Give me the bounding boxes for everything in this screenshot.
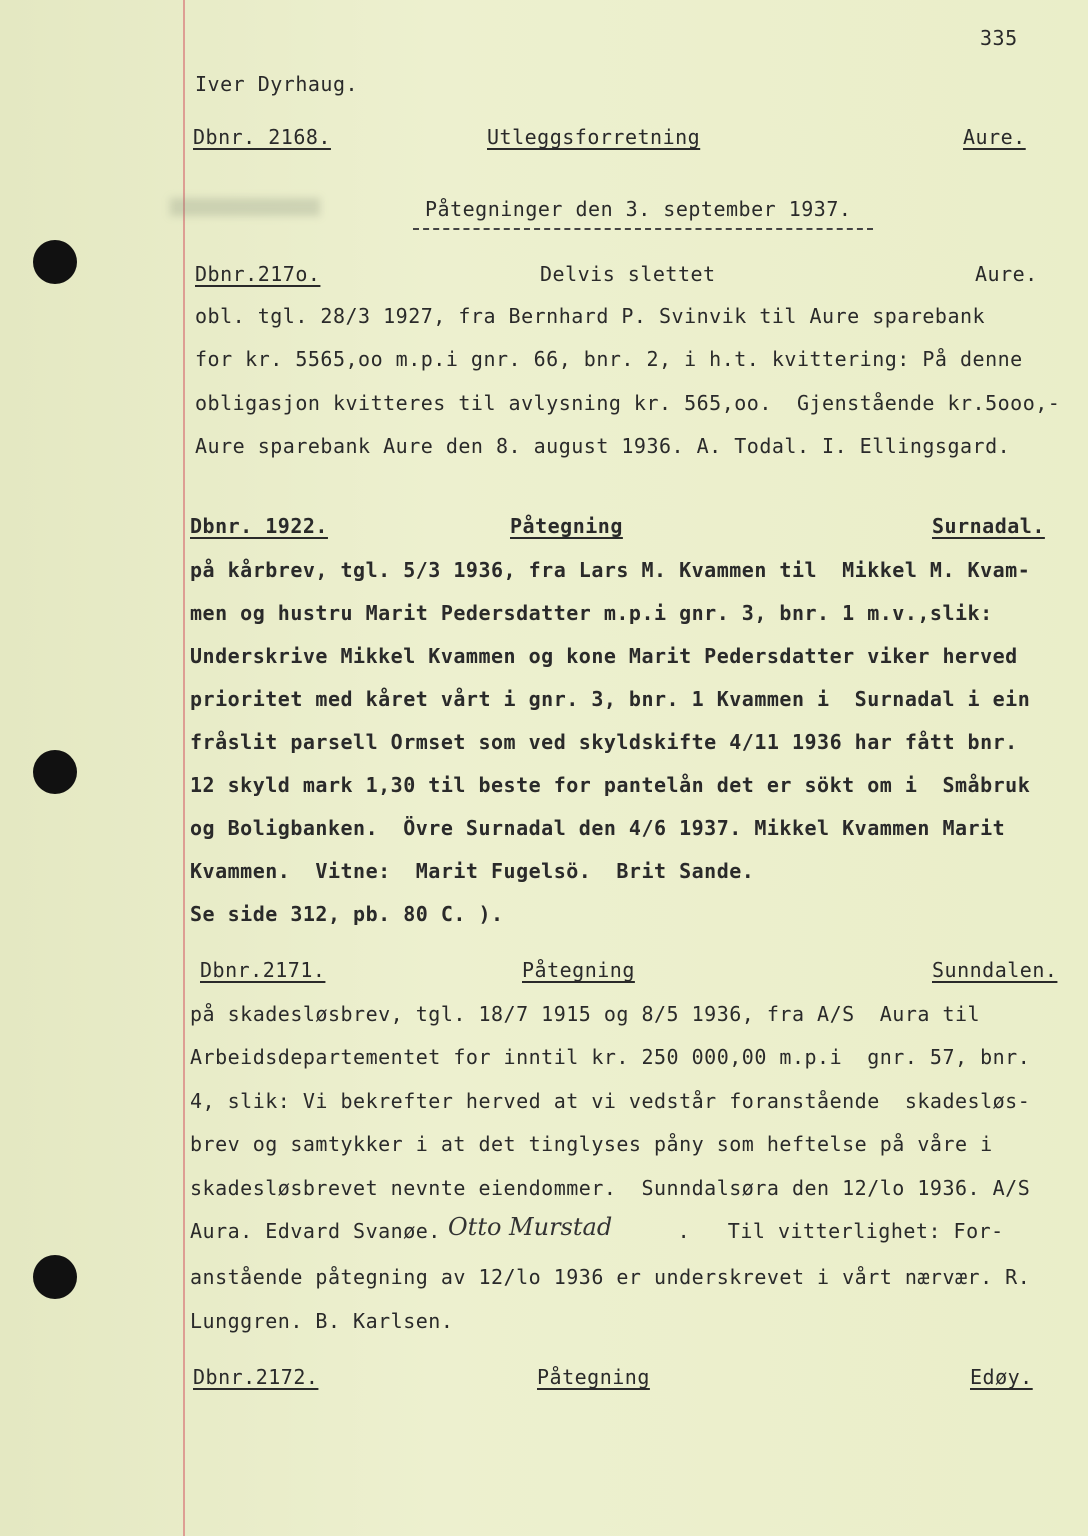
entry-place: Aure. xyxy=(975,262,1038,286)
page-number: 335 xyxy=(980,26,1018,50)
entry-number: Dbnr.2171. xyxy=(200,958,326,982)
entry-place: Sunndalen. xyxy=(932,958,1058,982)
header-name: Iver Dyrhaug. xyxy=(195,72,359,96)
entry-title: Påtegning xyxy=(510,514,623,538)
entry-place: Aure. xyxy=(963,125,1026,149)
entry-title: Påtegning xyxy=(522,958,635,982)
section-divider xyxy=(413,228,873,230)
text-line: . Til vitterlighet: For- xyxy=(640,1219,1004,1243)
entry-number: Dbnr. 1922. xyxy=(190,514,328,538)
text-line: men og hustru Marit Pedersdatter m.p.i gnr. 3, bnr. 1 m.v.,slik: xyxy=(190,601,993,625)
text-line: for kr. 5565,oo m.p.i gnr. 66, bnr. 2, i h.t. kvittering: På denne xyxy=(195,347,1023,371)
text-line: skadesløsbrevet nevnte eiendommer. Sunndalsøra den 12/lo 1936. A/S xyxy=(190,1176,1031,1200)
entry-title: Påtegning xyxy=(537,1365,650,1389)
text-line: brev og samtykker i at det tinglyses påny som heftelse på våre i xyxy=(190,1132,993,1156)
entry-place: Edøy. xyxy=(970,1365,1033,1389)
margin-line xyxy=(183,0,185,1536)
punch-hole xyxy=(33,1255,77,1299)
text-line: på skadesløsbrev, tgl. 18/7 1915 og 8/5 1936, fra A/S Aura til xyxy=(190,1002,981,1026)
text-line: 4, slik: Vi bekrefter herved at vi vedstår foranstående skadesløs- xyxy=(190,1089,1031,1113)
text-line: obligasjon kvitteres til avlysning kr. 565,oo. Gjenstående kr.5ooo,- xyxy=(195,391,1061,415)
entry-place: Surnadal. xyxy=(932,514,1045,538)
text-line: prioritet med kåret vårt i gnr. 3, bnr. 1 Kvammen i Surnadal i ein xyxy=(190,687,1031,711)
entry-number: Dbnr.217o. xyxy=(195,262,321,286)
punch-hole xyxy=(33,240,77,284)
text-line: Underskrive Mikkel Kvammen og kone Marit Pedersdatter viker herved xyxy=(190,644,1018,668)
entry-number: Dbnr. 2168. xyxy=(193,125,331,149)
entry-title: Delvis slettet xyxy=(540,262,716,286)
entry-number: Dbnr.2172. xyxy=(193,1365,319,1389)
text-line: Arbeidsdepartementet for inntil kr. 250 000,00 m.p.i gnr. 57, bnr. xyxy=(190,1045,1031,1069)
punch-hole xyxy=(33,750,77,794)
text-line: og Boligbanken. Övre Surnadal den 4/6 1937. Mikkel Kvammen Marit xyxy=(190,816,1006,840)
entry-title: Utleggsforretning xyxy=(487,125,701,149)
handwritten-signature: Otto Murstad xyxy=(448,1213,613,1241)
text-line: på kårbrev, tgl. 5/3 1936, fra Lars M. Kvammen til Mikkel M. Kvam- xyxy=(190,558,1031,582)
text-line: Aura. Edvard Svanøe. xyxy=(190,1219,441,1243)
section-heading: Påtegninger den 3. september 1937. xyxy=(425,197,852,221)
text-line: Kvammen. Vitne: Marit Fugelsö. Brit Sande. xyxy=(190,859,755,883)
text-line: Aure sparebank Aure den 8. august 1936. A. Todal. I. Ellingsgard. xyxy=(195,434,1011,458)
text-line: fråslit parsell Ormset som ved skyldskifte 4/11 1936 har fått bnr. xyxy=(190,730,1018,754)
text-line: Se side 312, pb. 80 C. ). xyxy=(190,902,504,926)
text-line: Lunggren. B. Karlsen. xyxy=(190,1309,454,1333)
faded-mark xyxy=(170,198,320,216)
text-line: 12 skyld mark 1,30 til beste for pantelån det er sökt om i Småbruk xyxy=(190,773,1031,797)
text-line: anstående påtegning av 12/lo 1936 er underskrevet i vårt nærvær. R. xyxy=(190,1265,1031,1289)
text-line: obl. tgl. 28/3 1927, fra Bernhard P. Svinvik til Aure sparebank xyxy=(195,304,986,328)
